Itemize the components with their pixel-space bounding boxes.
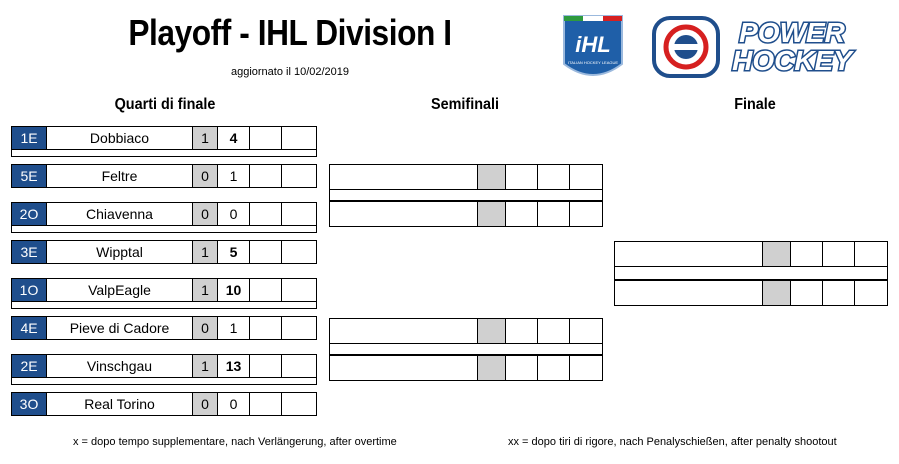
row-separator	[329, 190, 603, 201]
game-score-empty	[282, 203, 314, 225]
game-score-empty	[250, 279, 282, 301]
series-wins: 1	[193, 241, 218, 263]
bracket-row	[11, 126, 317, 150]
row-separator	[11, 378, 317, 385]
bracket-row	[11, 392, 317, 416]
footer-shootout-note: xx = dopo tiri di rigore, nach Penalyschießen, after penalty shootout	[508, 436, 837, 448]
team-name: Dobbiaco	[47, 127, 193, 149]
quarterfinals-header: Quarti di finale	[114, 96, 216, 113]
game-score-empty	[250, 127, 282, 149]
game-score: 5	[218, 241, 250, 263]
row-separator	[614, 267, 888, 280]
semifinal-row	[329, 355, 603, 381]
game-score-empty	[282, 165, 314, 187]
game-score: 1	[218, 165, 250, 187]
semifinal-row	[329, 201, 603, 227]
row-separator	[11, 302, 317, 309]
team-name: Vinschgau	[47, 355, 193, 377]
game-score: 0	[218, 203, 250, 225]
series-wins: 0	[193, 165, 218, 187]
bracket-row	[11, 316, 317, 340]
game-score-empty	[282, 317, 314, 339]
game-score-empty	[282, 279, 314, 301]
game-score-empty	[250, 165, 282, 187]
seed-badge: 3O	[12, 393, 47, 415]
ihl-logo	[560, 12, 626, 86]
svg-text:ITALIAN HOCKEY LEAGUE: ITALIAN HOCKEY LEAGUE	[567, 60, 619, 65]
final-row	[614, 280, 888, 306]
bracket-row	[11, 202, 317, 226]
svg-text:HOCKEY: HOCKEY	[732, 45, 852, 76]
game-score-empty	[282, 393, 314, 415]
game-score-empty	[250, 241, 282, 263]
game-score: 0	[218, 393, 250, 415]
page-title: Playoff - IHL Division I	[128, 12, 452, 53]
semifinal-row	[329, 318, 603, 344]
seed-badge: 1E	[12, 127, 47, 149]
row-separator	[11, 226, 317, 233]
seed-badge: 4E	[12, 317, 47, 339]
seed-badge: 3E	[12, 241, 47, 263]
game-score: 4	[218, 127, 250, 149]
series-wins: 0	[193, 317, 218, 339]
game-score: 1	[218, 317, 250, 339]
team-name: ValpEagle	[47, 279, 193, 301]
bracket-row	[11, 354, 317, 378]
game-score: 10	[218, 279, 250, 301]
team-name: Feltre	[47, 165, 193, 187]
seed-badge: 2E	[12, 355, 47, 377]
game-score-empty	[282, 127, 314, 149]
team-name: Wipptal	[47, 241, 193, 263]
series-wins: 1	[193, 355, 218, 377]
team-name: Pieve di Cadore	[47, 317, 193, 339]
row-separator	[329, 344, 603, 355]
svg-text:iHL: iHL	[575, 32, 611, 57]
final-row	[614, 241, 888, 267]
series-wins: 0	[193, 203, 218, 225]
game-score: 13	[218, 355, 250, 377]
seed-badge: 1O	[12, 279, 47, 301]
footer-overtime-note: x = dopo tempo supplementare, nach Verlängerung, after overtime	[73, 436, 397, 448]
row-separator	[11, 150, 317, 157]
bracket-row	[11, 164, 317, 188]
quarterfinals-bracket	[11, 126, 317, 416]
seed-badge: 5E	[12, 165, 47, 187]
game-score-empty	[282, 355, 314, 377]
series-wins: 1	[193, 279, 218, 301]
final-header: Finale	[734, 96, 776, 113]
updated-date: aggiornato il 10/02/2019	[230, 66, 350, 78]
game-score-empty	[250, 203, 282, 225]
bracket-row	[11, 278, 317, 302]
game-score-empty	[250, 317, 282, 339]
team-name: Chiavenna	[47, 203, 193, 225]
powerhockey-logo	[652, 12, 876, 78]
semifinal-row	[329, 164, 603, 190]
series-wins: 1	[193, 127, 218, 149]
semifinals-header: Semifinali	[430, 96, 500, 113]
svg-text:POWER: POWER	[739, 17, 845, 48]
bracket-row	[11, 240, 317, 264]
team-name: Real Torino	[47, 393, 193, 415]
series-wins: 0	[193, 393, 218, 415]
seed-badge: 2O	[12, 203, 47, 225]
game-score-empty	[250, 355, 282, 377]
game-score-empty	[282, 241, 314, 263]
final-match	[614, 241, 888, 306]
semifinal-2	[329, 318, 603, 381]
semifinal-1	[329, 164, 603, 227]
game-score-empty	[250, 393, 282, 415]
